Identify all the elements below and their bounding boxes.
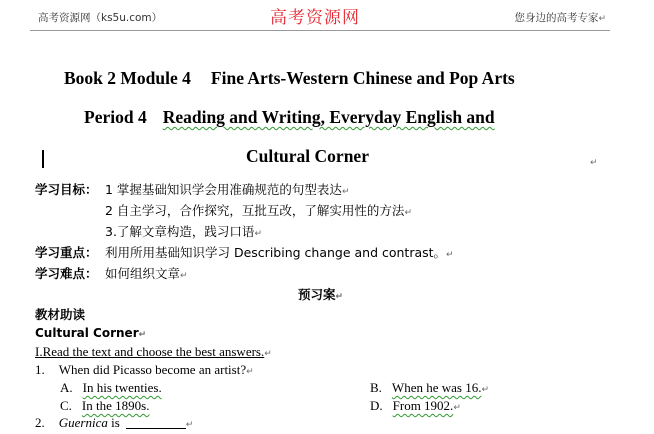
header-divider xyxy=(30,30,610,31)
title-line-3: Cultural Corner xyxy=(246,146,369,166)
section-title: 预习案↵ xyxy=(298,287,344,302)
difficulty-text: 如何组织文章↵ xyxy=(105,266,188,281)
option-a[interactable]: A. In his twenties. xyxy=(60,380,162,395)
answer-blank[interactable] xyxy=(126,416,186,429)
focus-text: 利用所用基础知识学习 Describing change and contrast。↵ xyxy=(105,245,454,260)
title-line-1 xyxy=(64,68,515,89)
header-right-label: 您身边的高考专家 xyxy=(514,12,599,24)
question-number: 1. xyxy=(35,362,45,377)
question-text: is xyxy=(111,415,120,430)
subheading: 教材助读 xyxy=(35,307,86,322)
option-b[interactable]: B. When he was 16.↵ xyxy=(370,380,489,395)
header-logo: 高考资源网 xyxy=(270,8,360,28)
title-period-topic: Reading and Writing, Everyday English and xyxy=(162,107,495,127)
objective-item: 3.了解文章构造，践习口语↵ xyxy=(105,224,262,239)
objective-item: 1 掌握基础知识学会用准确规范的句型表达↵ xyxy=(105,182,350,197)
title-module-name: Fine Arts-Western Chinese and Pop Arts xyxy=(210,68,515,88)
task-instruction: I.Read the text and choose the best answers.↵ xyxy=(35,344,272,359)
paragraph-mark: ↵ xyxy=(598,14,606,24)
title-period: Period 4 xyxy=(84,107,147,127)
header-left-text: 高考资源网（ks5u.com） xyxy=(38,12,163,24)
header-right-text xyxy=(514,10,606,25)
question-2: 2. Guernica is ↵ xyxy=(35,415,194,430)
question-text: When did Picasso become an artist? xyxy=(58,362,247,377)
paragraph-mark: ↵ xyxy=(590,158,598,168)
question-number: 2. xyxy=(35,415,45,430)
objective-item: 2 自主学习，合作探究，互批互改，了解实用性的方法↵ xyxy=(105,203,412,218)
option-c[interactable]: C. In the 1890s. xyxy=(60,398,150,413)
question-subject: Guernica xyxy=(58,415,108,430)
title-line-2 xyxy=(84,107,495,128)
title-book-module: Book 2 Module 4 xyxy=(64,68,191,88)
question-1: 1. When did Picasso become an artist?↵ xyxy=(35,362,254,377)
text-cursor xyxy=(42,150,44,168)
cultural-corner-heading: Cultural Corner↵ xyxy=(35,326,147,340)
objectives-label: 学习目标： xyxy=(35,182,98,197)
difficulty-label: 学习难点： xyxy=(35,266,98,281)
focus-label: 学习重点： xyxy=(35,245,98,260)
option-d[interactable]: D. From 1902.↵ xyxy=(370,398,461,413)
